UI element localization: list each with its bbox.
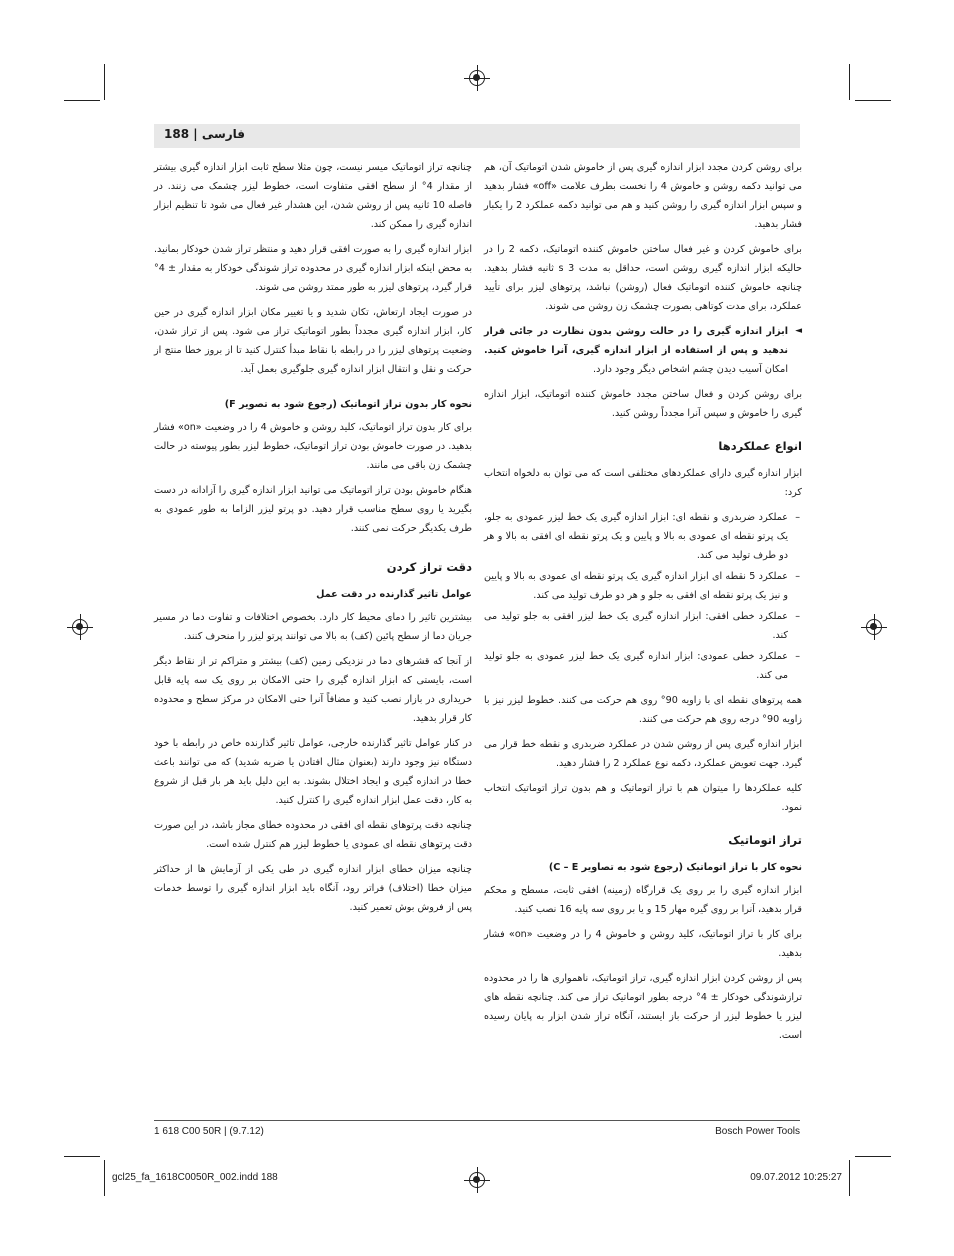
crop-mark-bottom-right-h bbox=[855, 1156, 891, 1157]
paragraph: هنگام خاموش بودن تراز اتوماتیک می توانید ابزار اندازه گیری را آزادانه در دست بگیرید یا روی سطح مناسب قرار دهید. دو پرتو لیزر الزاما به طور عمودی به طرف یکدیگر حرکت نمی کنند. bbox=[154, 485, 472, 534]
list-item: – عملکرد خطی افقی: ابزار اندازه گیری یک خط لیزر افقی به جلو تولید می کند. bbox=[484, 607, 788, 645]
paragraph: بیشترین تاثیر را دمای محیط کار دارد. بخصوص اختلافات و تفاوت دما در مسیر جریان دما از سطح پائین (کف) به بالا می توانند پرتو لیزر را منحرف کنند. bbox=[154, 612, 472, 642]
warning-bold-text: ابزار اندازه گیری را در حالت روشن بدون نظارت در جائی قرار ندهید و پس از استفاده از ابزار اندازه گیری، آنرا خاموش کنید. bbox=[484, 326, 788, 356]
paragraph: از آنجا که قشرهای دما در نزدیکی زمین (کف) بیشتر و متراکم تر از نقاط دیگر است، بایستی که ابزار اندازه گیری را حتی الامکان بر روی یک سه پایه قابل خریداری در بازار نصب کنید و مضافاً آنرا حتی الامکان در مرکز سطح و محدوده کار قرار بدهید. bbox=[154, 656, 472, 724]
section-heading-auto-level: تراز اتوماتیک bbox=[728, 833, 802, 847]
paragraph: ابزار اندازه گیری را بر روی یک قرارگاه (زمینه) افقی ثابت، مسطح و محکم قرار بدهید، آنرا بر روی گیره مهار 15 و یا بر روی سه پایه 16 نصب کنید. bbox=[484, 885, 802, 915]
page-header-bar bbox=[154, 124, 800, 148]
right-column bbox=[484, 158, 802, 1051]
page-header bbox=[164, 127, 245, 141]
slug-date: 09.07.2012 10:25:27 bbox=[750, 1172, 842, 1183]
paragraph: در کنار عوامل تاثیر گذارنده خارجی، عوامل تاثیر گذارنده خاص در رابطه با خود دستگاه نیز وجود دارند (بعنوان مثال افتادن یا ضربه شدید) که می توانند باعث خطا در اندازه گیری و ایجاد اختلال بشوند. به این دلیل باید هر بار قبل از شروع به کار، دقت عمل ابزار اندازه گیری را کنترل کنید. bbox=[154, 738, 472, 806]
list-item: – عملکرد ضربدری و نقطه ای: ابزار اندازه گیری یک خط لیزر عمودی به جلو، یک پرتو نقطه ای عمودی به بالا و پایین و یک پرتو نقطه ای افقی به بالا و هر دو طرف تولید می کند. bbox=[484, 508, 788, 565]
paragraph: چنانچه تراز اتوماتیک میسر نیست، چون مثلا سطح ثابت ابزار اندازه گیری بیشتر از مقدار 4° از سطح افقی متفاوت است، خطوط لیزر چشمک می زنند. در فاصله 10 ثانیه پس از روشن شدن، این هشدار غیر فعال می شود تا تنظیم ابزار اندازه گیری را ممکن کند. bbox=[154, 162, 472, 230]
header-separator: | bbox=[189, 127, 198, 141]
modes-list bbox=[484, 508, 802, 685]
list-item: – عملکرد خطی عمودی: ابزار اندازه گیری یک خط لیزر عمودی به جلو تولید می کند. bbox=[484, 647, 788, 685]
safety-warning bbox=[484, 322, 802, 379]
registration-mark-right-icon bbox=[866, 619, 882, 635]
paragraph: ابزار اندازه گیری را به صورت افقی قرار دهید و منتظر تراز شدن خودکار بمانید. به محض اینکه ابزار اندازه گیری در محدوده تراز شوندگی خودکار به مقدار ± 4° قرار گیرد، پرتوهای لیزر به طور ممتد روشن می شوند. bbox=[154, 244, 472, 293]
slug-file-name: gcl25_fa_1618C0050R_002.indd 188 bbox=[112, 1172, 278, 1183]
subheading-manual-level: نحوه کار بدون تراز اتوماتیک (رجوع شود به تصویر F) bbox=[224, 399, 472, 410]
registration-mark-top-icon bbox=[469, 70, 485, 86]
paragraph: ابزار اندازه گیری پس از روشن شدن در عملکرد ضربدری و نقطه خط قرار می گیرد. جهت تعویض عملکرد، دکمه نوع عملکرد 2 را فشار دهید. bbox=[484, 739, 802, 769]
crop-mark-bottom-left-v bbox=[104, 1160, 105, 1196]
paragraph: برای روشن کردن مجدد ابزار اندازه گیری پس از خاموش شدن اتوماتیک آن، هم می توانید دکمه روشن و خاموش 4 را نخست بطرف علامت «off» فشار بدهید و سپس ابزار اندازه گیری را روشن کنید و هم می توانید دکمه عملکرد 2 را یکبار فشار بدهید. bbox=[484, 162, 802, 230]
crop-mark-bottom-left-h bbox=[64, 1156, 100, 1157]
crop-mark-bottom-right-v bbox=[849, 1160, 850, 1196]
registration-mark-bottom-icon bbox=[469, 1172, 485, 1188]
paragraph: ابزار اندازه گیری دارای عملکردهای مختلفی است که می توان به دلخواه انتخاب کرد: bbox=[484, 468, 802, 498]
paragraph: برای کار با تراز اتوماتیک، کلید روشن و خاموش 4 را در وضعیت «on» فشار بدهید. bbox=[484, 929, 802, 959]
footer-doc-code: 1 618 C00 50R | (9.7.12) bbox=[154, 1126, 264, 1137]
footer-rule bbox=[154, 1120, 800, 1121]
subheading-accuracy-factors: عوامل تاثیر گذارنده در دقت عمل bbox=[316, 589, 472, 600]
left-column bbox=[154, 158, 472, 923]
footer-brand: Bosch Power Tools bbox=[715, 1126, 800, 1137]
paragraph: پس از روشن کردن ابزار اندازه گیری، تراز اتوماتیک، ناهمواری ها را در محدوده ترازشوندگی خودکار ± 4° درجه بطور اتوماتیک تراز می کند. چنانچه نقطه های لیزر یا خطوط لیزر از حرکت باز ایستند، آنگاه تراز شدن ابزار به پایان رسیده است. bbox=[484, 973, 802, 1041]
warning-text: امکان آسیب دیدن چشم اشخاص دیگر وجود دارد. bbox=[593, 364, 788, 375]
crop-mark-top-right-h bbox=[855, 100, 891, 101]
paragraph: چنانچه دقت پرتوهای نقطه ای افقی در محدوده خطای مجاز باشد، در این صورت دقت پرتوهای نقطه ای عمودی یا خطوط لیزر هم کنترل شده است. bbox=[154, 820, 472, 850]
paragraph: کلیه عملکردها را میتوان هم با تراز اتوماتیک و هم بدون تراز اتوماتیک انتخاب نمود. bbox=[484, 783, 802, 813]
page-language: فارسی bbox=[201, 127, 246, 141]
paragraph: چنانچه میزان خطای ابزار اندازه گیری در طی یکی از آزمایش ها از حداکثر میزان خطا (اختلاف) فراتر رود، آنگاه باید ابزار اندازه گیری را توسط خدمات پس از فروش بوش تعمیر کنید. bbox=[154, 864, 472, 913]
section-heading-accuracy: دقت تراز کردن bbox=[386, 560, 472, 574]
paragraph: برای روشن کردن و فعال ساختن مجدد خاموش کننده اتوماتیک، ابزار اندازه گیری را خاموش و سپس آنرا مجدداً روشن کنید. bbox=[484, 389, 802, 419]
paragraph: برای خاموش کردن و غیر فعال ساختن خاموش کننده اتوماتیک، دکمه 2 را در حالیکه ابزار اندازه گیری روشن است، حداقل به مدت 3 s ثانیه فشار بدهید. چنانچه خاموش کننده اتوماتیک فعال (روشن) نباشد، پرتوهای لیزر برای تأیید عملکرد، برای مدت کوتاهی بصورت چشمک زن روشن می شوند. bbox=[484, 244, 802, 312]
crop-mark-top-left-h bbox=[64, 100, 100, 101]
subheading-auto-level: نحوه کار با تراز اتوماتیک (رجوع شود به تصاویر C – E) bbox=[548, 862, 802, 873]
warning-arrow-icon: ◄ bbox=[795, 326, 802, 336]
crop-mark-top-left-v bbox=[104, 64, 105, 100]
page-number: 188 bbox=[164, 127, 190, 141]
paragraph: همه پرتوهای نقطه ای با زاویه 90° روی هم حرکت می کنند. خطوط لیزر نیز با زاویه 90° درجه روی هم حرکت می کنند. bbox=[484, 695, 802, 725]
list-item: – عملکرد 5 نقطه ای ابزار اندازه گیری یک پرتو نقطه ای عمودی به بالا و پایین و نیز یک پرتو نقطه ای افقی به جلو و هر دو طرف تولید می کند. bbox=[484, 567, 788, 605]
crop-mark-top-right-v bbox=[849, 64, 850, 100]
paragraph: برای کار بدون تراز اتوماتیک، کلید روشن و خاموش 4 را در وضعیت «on» فشار بدهید. در صورت خاموش بودن تراز اتوماتیک، خطوط لیزر بطور پیوسته در حالت چشمک زن باقی می مانند. bbox=[154, 422, 473, 471]
registration-mark-left-icon bbox=[72, 619, 88, 635]
paragraph: در صورت ایجاد ارتعاش، تکان شدید و یا تغییر مکان ابزار اندازه گیری در حین کار، ابزار اندازه گیری مجدداً بطور اتوماتیک تراز می شود. پس از تراز شدن، وضعیت پرتوهای لیزر را در رابطه با نقاط مبدأ کنترل کنید تا از بروز خطا منتج از حرکت و نقل و انتقال ابزار اندازه گیری جلوگیری بعمل آید. bbox=[154, 307, 472, 375]
section-heading-modes: انواع عملکردها bbox=[718, 439, 802, 453]
